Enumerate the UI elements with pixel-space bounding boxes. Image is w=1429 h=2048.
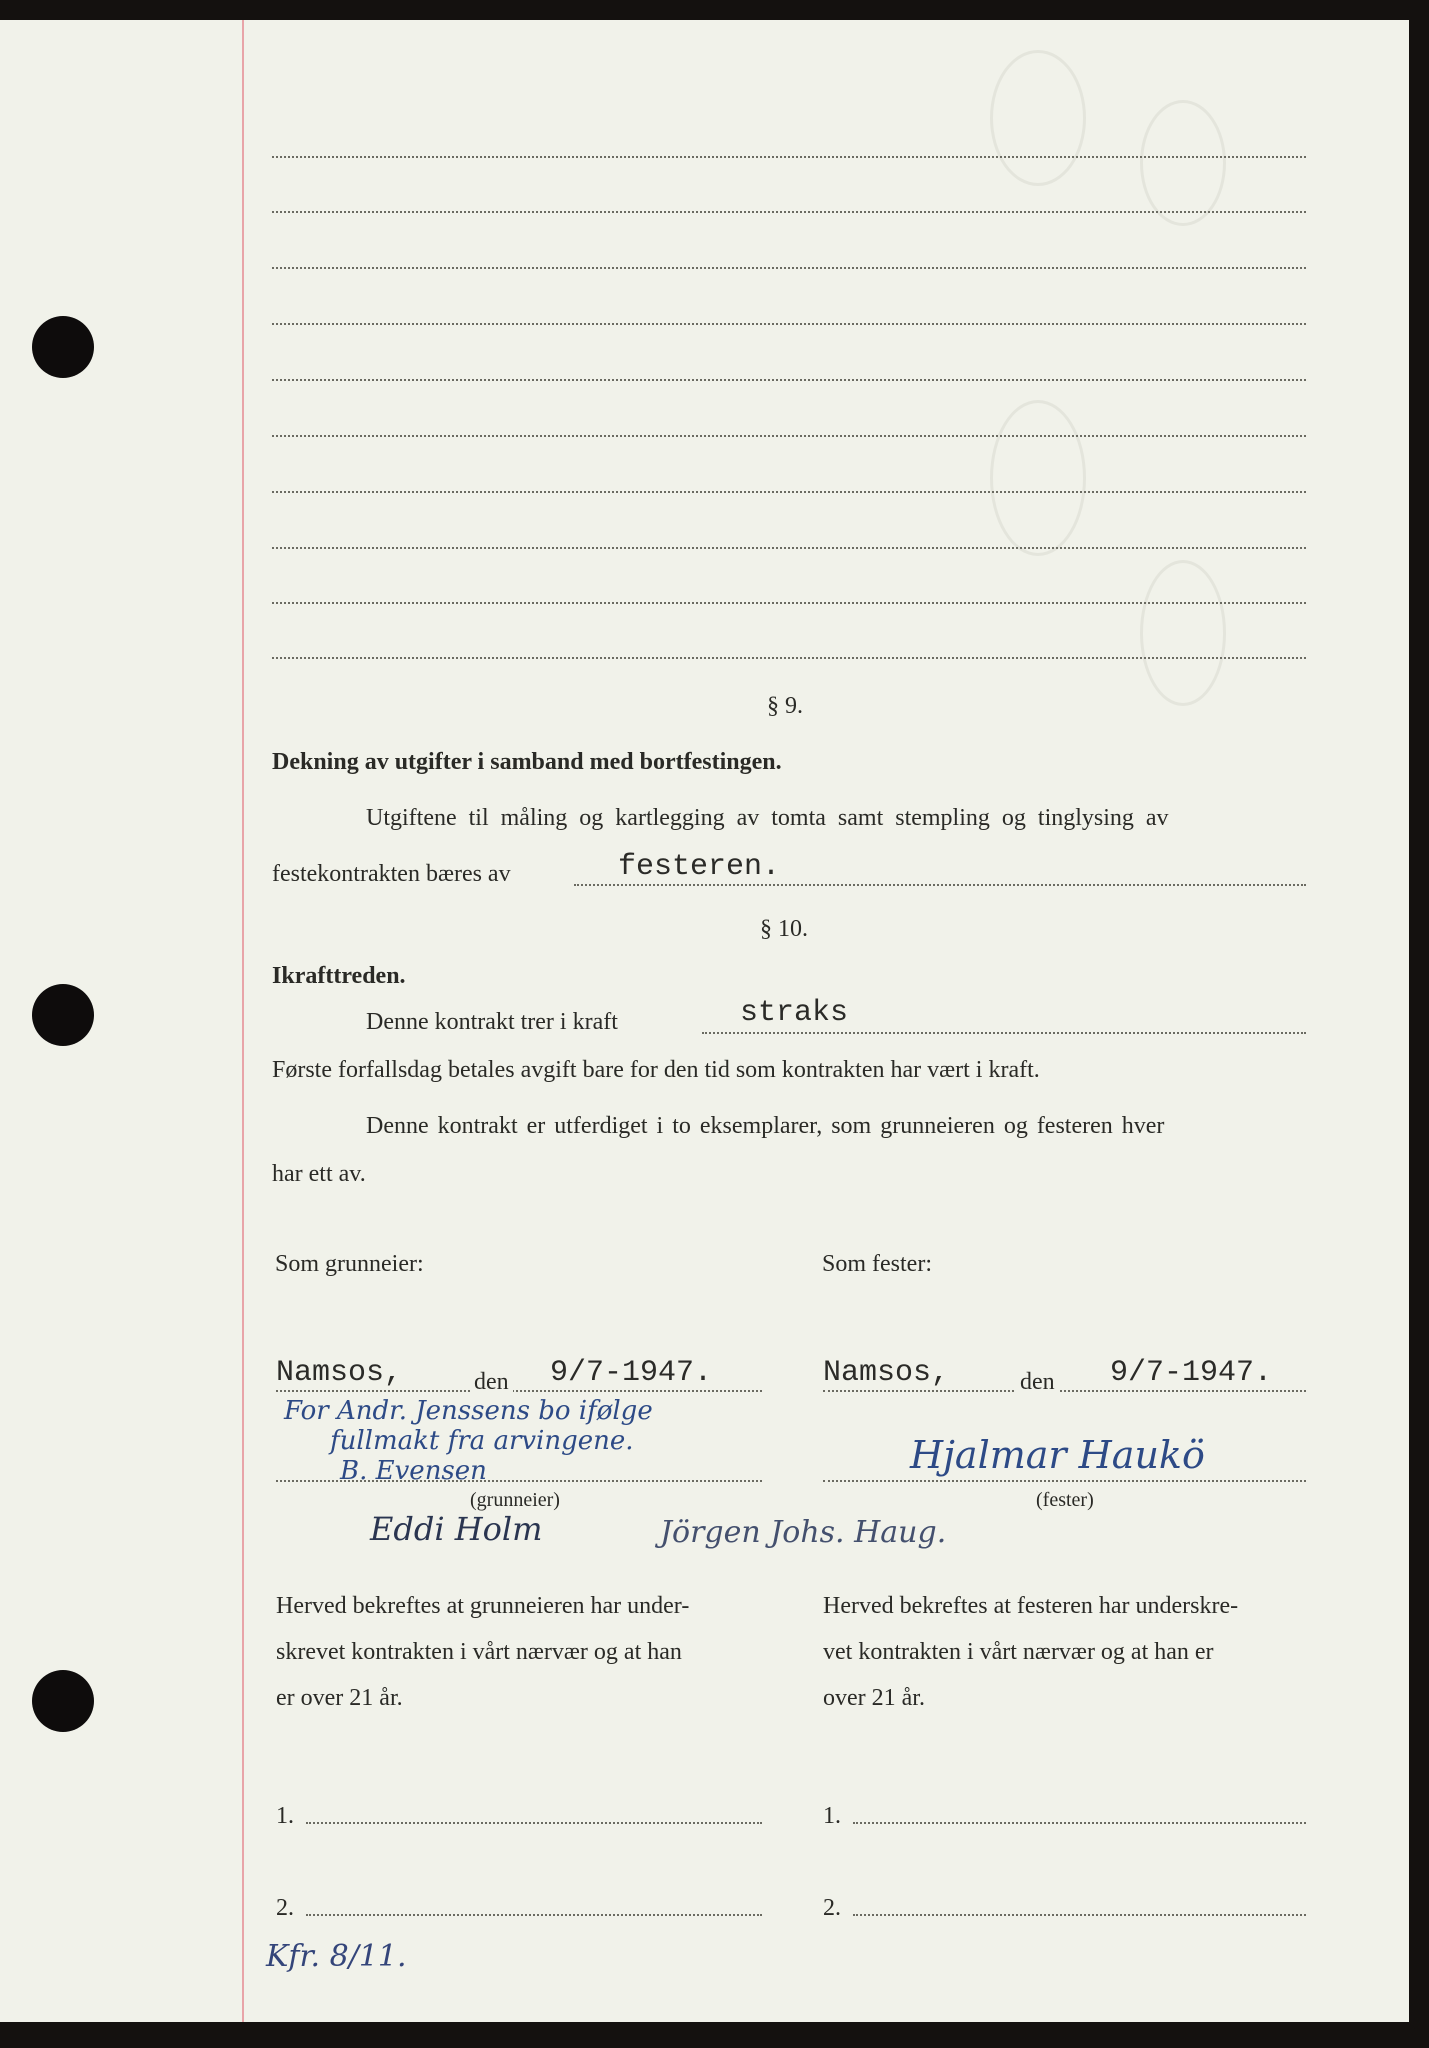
grunneier-attestation-line3: er over 21 år.: [276, 1685, 403, 1711]
grunneier-caption: (grunneier): [470, 1489, 560, 1511]
witness-signature: Jörgen Johs. Haug.: [660, 1515, 947, 1550]
fester-witness-1-line[interactable]: [853, 1822, 1306, 1824]
section-9-heading: Dekning av utgifter i samband med bortfestingen.: [272, 749, 782, 775]
den-label: den: [1016, 1368, 1059, 1396]
fester-attestation-line3: over 21 år.: [823, 1685, 925, 1711]
watermark-stamp-icon: [1140, 100, 1226, 226]
grunneier-witness-2-label: 2.: [276, 1895, 294, 1921]
handwritten-authority-note: For Andr. Jenssens bo ifølge: [284, 1396, 653, 1426]
signature-line: [276, 1480, 762, 1482]
blank-line: [272, 323, 1306, 325]
fester-witness-1-label: 1.: [823, 1803, 841, 1829]
section-10-heading: Ikrafttreden.: [272, 963, 406, 989]
document-page: [0, 20, 1409, 2022]
fester-attestation-line1: Herved bekreftes at festeren har underskre-: [823, 1593, 1239, 1619]
blank-line: [272, 211, 1306, 213]
section-10-line3: Denne kontrakt er utferdiget i to eksemplarer, som grunneieren og festeren hver: [366, 1113, 1165, 1139]
typed-effective-date: straks: [740, 996, 849, 1030]
blank-line: [272, 657, 1306, 659]
blank-line: [272, 156, 1306, 158]
footer-handwritten-reference: Kfr. 8/11.: [266, 1939, 407, 1974]
den-label: den: [470, 1368, 513, 1396]
section-10-line1: Denne kontrakt trer i kraft: [366, 1009, 618, 1035]
grunneier-witness-2-line[interactable]: [306, 1914, 762, 1916]
binder-hole-icon: [32, 1670, 94, 1732]
red-margin-line: [242, 20, 244, 2022]
fester-date: 9/7-1947.: [1110, 1356, 1273, 1390]
typed-payer: festeren.: [618, 850, 781, 884]
section-10-number: § 10.: [760, 916, 808, 942]
grunneier-witness-1-label: 1.: [276, 1803, 294, 1829]
grunneier-witness-1-line[interactable]: [306, 1822, 762, 1824]
fester-witness-2-line[interactable]: [853, 1914, 1306, 1916]
fester-label: Som fester:: [822, 1251, 932, 1277]
fester-attestation-line2: vet kontrakten i vårt nærvær og at han er: [823, 1639, 1214, 1665]
place-date-line: [276, 1390, 762, 1392]
place-date-line: [823, 1390, 1306, 1392]
blank-line: [272, 491, 1306, 493]
fester-signature: Hjalmar Haukö: [910, 1433, 1205, 1477]
grunneier-signature: B. Evensen: [340, 1456, 487, 1486]
binder-hole-icon: [32, 316, 94, 378]
grunneier-place: Namsos,: [276, 1356, 403, 1390]
blank-line: [272, 267, 1306, 269]
blank-line: [272, 602, 1306, 604]
signature-line: [823, 1480, 1306, 1482]
blank-line: [272, 547, 1306, 549]
grunneier-date: 9/7-1947.: [550, 1356, 713, 1390]
grunneier-label: Som grunneier:: [275, 1251, 424, 1277]
fester-place: Namsos,: [823, 1356, 950, 1390]
watermark-stamp-icon: [990, 400, 1086, 556]
watermark-stamp-icon: [1140, 560, 1226, 706]
fill-line: [574, 884, 1306, 886]
section-10-line2: Første forfallsdag betales avgift bare for den tid som kontrakten har vært i kraft.: [272, 1057, 1040, 1083]
binder-hole-icon: [32, 984, 94, 1046]
grunneier-attestation-line1: Herved bekreftes at grunneieren har under-: [276, 1593, 690, 1619]
witness-signature: Eddi Holm: [370, 1510, 543, 1548]
fill-line: [702, 1032, 1306, 1034]
section-9-number: § 9.: [767, 693, 803, 719]
handwritten-authority-note: fullmakt fra arvingene.: [330, 1426, 634, 1456]
fester-witness-2-label: 2.: [823, 1895, 841, 1921]
blank-line: [272, 435, 1306, 437]
section-9-paragraph-line2: festekontrakten bæres av: [272, 861, 511, 887]
blank-line: [272, 379, 1306, 381]
watermark-stamp-icon: [990, 50, 1086, 186]
section-9-paragraph-line1: Utgiftene til måling og kartlegging av tomta samt stempling og tinglysing av: [366, 805, 1169, 831]
grunneier-attestation-line2: skrevet kontrakten i vårt nærvær og at han: [276, 1639, 682, 1665]
fester-caption: (fester): [1036, 1489, 1094, 1511]
section-10-line4: har ett av.: [272, 1161, 366, 1187]
